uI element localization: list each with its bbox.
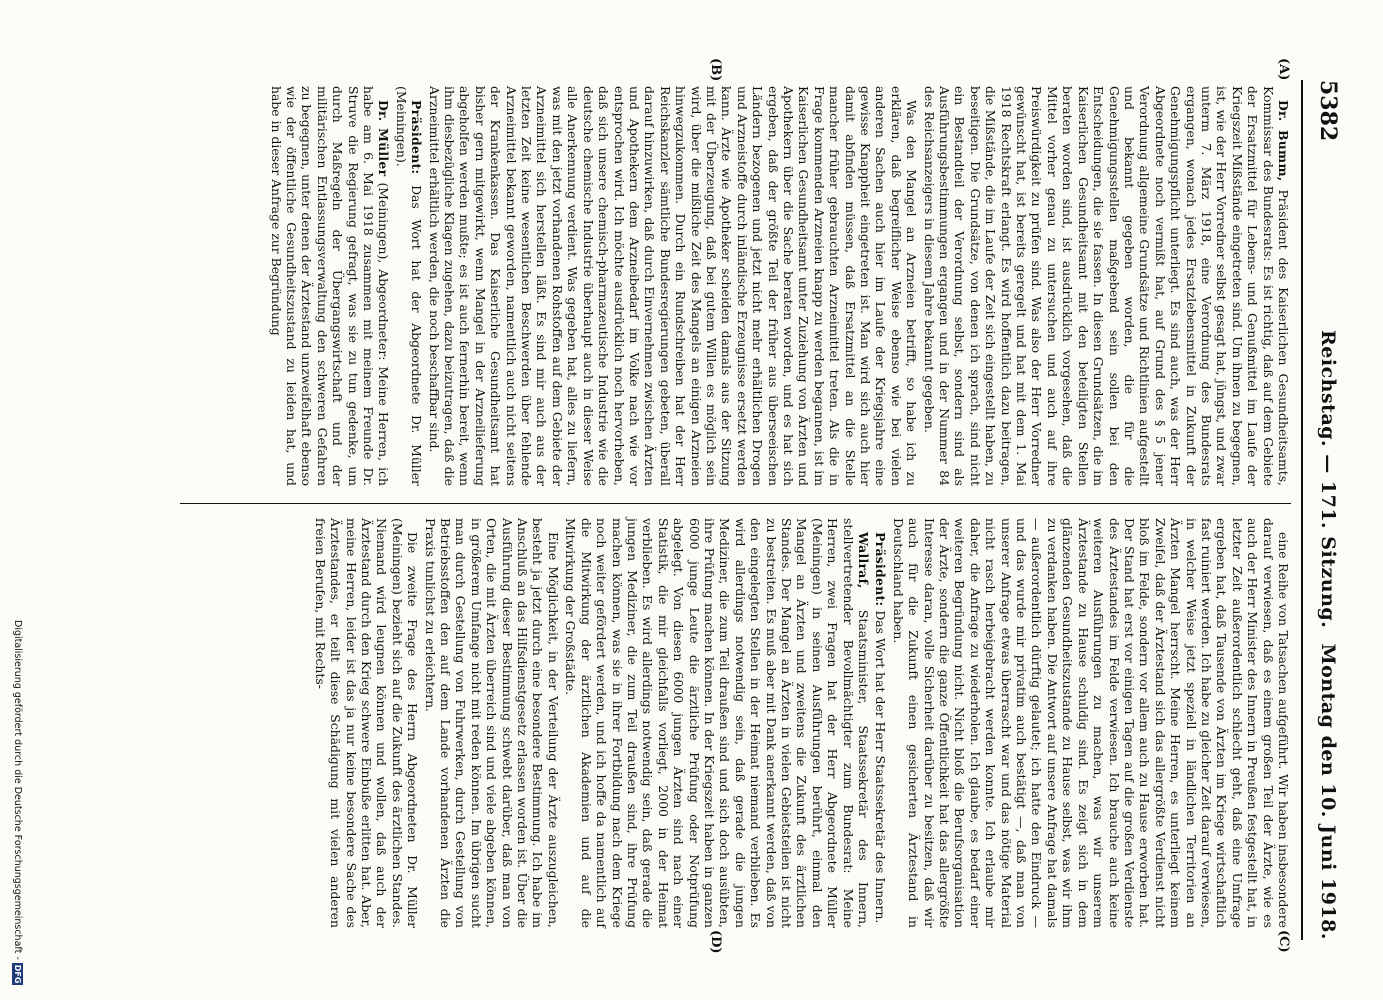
running-header xyxy=(1307,80,1347,940)
paragraph-text: Die zweite Frage des Herrn Abgeordneten Dr. Müller (Meiningen) bezieht sich auf die Zukunft des ärztlichen Standes. Niemand wird leugnen können und wollen, daß auch der Ärztestand durch den Krieg schwere Einbuße erlitten hat. Aber, meine Herren, leider ist das ja nur keine besondere Sache des Ärztestandes, er teilt diese Schädigung mit vielen anderen freien Berufen, mit Rechts- xyxy=(312,518,421,928)
speaker-name: Dr. Bumm, xyxy=(1276,100,1291,182)
header-title: Reichstag. — 171. Sitzung. xyxy=(1317,330,1339,629)
paragraph xyxy=(563,518,871,928)
paragraph xyxy=(873,518,888,928)
paragraph xyxy=(890,518,1291,928)
paragraph-text: Das Wort hat der Abgeordnete Dr. Müller (Meiningen). xyxy=(393,86,425,486)
left-column xyxy=(266,86,1291,486)
speaker-name: Wallraf, xyxy=(856,532,872,589)
paragraph-text: Das Wort hat der Herr Staatssekretär des Innern. xyxy=(873,606,889,924)
header-date: Montag den 10. Juni 1918. xyxy=(1317,643,1339,940)
margin-marker-a: (A) xyxy=(1276,58,1291,81)
column-divider xyxy=(180,503,1291,504)
dfg-logo: DFG xyxy=(13,964,22,984)
credit-text: Digitalisierung gefördert durch die Deutsche Forschungsgemeinschaft - xyxy=(12,620,23,960)
margin-marker-b: (B) xyxy=(708,58,723,82)
header-rule xyxy=(1301,80,1303,940)
speaker-name: Dr. Müller xyxy=(376,100,392,177)
paragraph xyxy=(268,86,391,486)
paragraph xyxy=(426,86,919,486)
speaker-name: Präsident: xyxy=(409,100,425,175)
paragraph-text: Was den Mangel an Arzneien betrifft, so habe ich zu erklären, daß begreiflicher Weise ebenso wie bei vielen anderen Sachen auch hier im Laufe der Kriegsjahre eine gewisse Knappheit eingetreten ist. Man wird sich auch hier damit abfinden müssen, daß Ersatzmittel an die Stelle mancher früher gebrauchten Arzneimittel treten. Als die in Frage kommenden Arzneien knapp zu werden begannen, ist im Kaiserlichen Gesundheitsamt unter Zuziehung von Ärzten und Apothekern über die Sache beraten worden, und es hat sich ergeben, daß der größte Teil der früher aus überseeischen Ländern bezogenen und jetzt nicht mehr erhältlichen Drogen und Arzneistoffe durch inländische Erzeugnisse ersetzt werden kann. Ärzte wie Apotheker scheiden damals aus der Sitzung mit der Überzeugung, daß bei gutem Willen es möglich sein wird, über die mißliche Zeit des Mangels an einigen Arzneien hinwegzukommen. Durch ein Rundschreiben hat der Herr Reichskanzler sämtliche Bundesregierungen gebeten, überall darauf hinzuwirken, daß durch Einvernehmen zwischen Ärzten und Apothekern dem Arzneibedarf im Volke nach wie vor entsprochen wird. Ich möchte ausdrücklich noch hervorheben, daß sich unsere chemisch-pharmazeutische Industrie wie die deutsche chemische Industrie überhaupt auch in dieser Weise alle Anerkennung verdient. Was gegeben hat, alles zu liefern, was mit den jetzt vorhandenen Rohstoffen auf dem Gebiete der Arzneimittel sich herstellen läßt. Es sind mir auch aus der letzten Zeit keine wesentlichen Beschwerden über fehlende Arzneimittel bekannt geworden, namentlich auch nicht seitens der Krankenkassen. Das Kaiserliche Gesundheitsamt hat bisher gern mitgewirkt, wenn Mangel in der Arzneilieferung abgeholfen werden mußte; es ist auch fernerhin bereit, wenn ihm diesbezügliche Klagen zugehen, dazu beizutragen, daß die Arzneimittel erhältlich werden, die noch beschaffbar sind. xyxy=(426,86,920,486)
page-number: 5382 xyxy=(1315,80,1341,142)
paragraph xyxy=(422,518,561,928)
paragraph-text: Präsident des Kaiserlichen Gesundheitsamts, Kommissar des Bundesrats: Es ist richtig, daß auf dem Gebiete der Ersatzmittel für Lebens- und Genußmittel im Laufe der Kriegszeit Mißstände eingetreten sind. Um ihnen zu begegnen, ist, wie der Herr Vorredner selbst gesagt hat, jüngst, und zwar unterm 7. März 1918, eine Verordnung des Bundesrats ergangen, wonach jedes Ersatzlebensmittel in Zukunft der Genehmigungspflicht unterliegt. Es sind auch, was der Herr Abgeordnete noch vermißt hat, auf Grund des § 5 jener Verordnung allgemeine Grundsätze und Richtlinien aufgestellt und bekannt gegeben worden, die für die Genehmigungsstellen maßgebend sein sollen bei den Entscheidungen, die sie fassen. In diesen Grundsätzen, die im Kaiserlichen Gesundheitsamt mit den beteiligten Stellen beraten worden sind, ist ausdrücklich vorgesehen, daß die Mittel vorher genau zu untersuchen und auch auf ihre Preiswürdigkeit zu prüfen sind. Was also der Herr Vorredner gewünscht hat, ist bereits geregelt und hat mit dem 1. Mai 1918 Rechtskraft erlangt. Es wird hoffentlich dazu beitragen, die Mißstände, die im Laufe der Zeit sich eingestellt haben, zu beseitigen. Die Grundsätze, von denen ich sprach, sind nicht ein Bestandteil der Verordnung selbst, sondern sind als Ausführungsbestimmungen ergangen und in der Nummer 84 des Reichsanzeigers in diesem Jahre bekannt gegeben. xyxy=(921,86,1291,486)
margin-marker-d: (D) xyxy=(708,930,723,954)
paragraph xyxy=(312,518,420,928)
margin-marker-c: (C) xyxy=(1276,930,1291,953)
paragraph-text: (Meiningen), Abgeordneter: Meine Herren, ich habe am 6. Mai 1918 zusammen mit meinem Freunde Dr. Struve die Regierung gefragt, was sie zu tun gedenke, um durch Maßregeln der Übergangswirtschaft und der militärischen Entlassungsverwaltung den schweren Gefahren zu begegnen, unter denen der Ärztestand unzweifelhaft ebenso wie der öffentliche Gesundheitszustand zu leiden hat, und habe in dieser Anfrage zur Begründung xyxy=(268,86,392,487)
paragraph xyxy=(393,86,424,486)
digitization-credit xyxy=(12,620,23,1000)
paragraph xyxy=(921,86,1291,486)
speaker-name: Präsident: xyxy=(873,532,889,607)
right-column xyxy=(310,518,1291,928)
paragraph-text: Eine Möglichkeit, in der Verteilung der Ärzte auszugleichen, besteht ja jetzt durch eine besondere Bestimmung. Ich habe im Anschluß an das Hilfsdienstgesetz erlassen worden ist. Über die Ausführung dieser Bestimmung schwebt darüber, daß man von Orten, die mit Ärzten überreich sind und viele abgeben können, in größerem Umfange nicht mit reden können. Im übrigen sucht man durch Gestellung von Fuhrwerken, durch Gestellung von Betriebsstoffen den auf dem Lande vorhandenen Ärzten die Praxis tunlichst zu erleichtern. xyxy=(422,518,561,928)
paragraph-text: eine Reihe von Tatsachen aufgeführt. Wir haben insbesondere darauf verwiesen, daß es einem großen Teil der Ärzte, wie es auch der Herr Minister des Innern in Preußen festgestellt hat, in letzter Zeit außerordentlich schlecht geht, daß eine Umfrage ergeben hat, daß Tausende von Ärzten im Kriege wirtschaftlich fast ruiniert werden. Ich habe zu gleicher Zeit darauf verwiesen, in welcher Weise jetzt speziell in ländlichen Territorien an Ärzten Mangel herrscht. Meine Herren, es unterliegt keinem Zweifel, daß der Ärztestand sich das allergrößte Verdienst nicht bloß im Felde, sondern vor allem auch zu Hause erworben hat. Der Stand hat erst vor einigen Tagen auf die großen Verdienste des Ärztestandes im Felde verwiesen. Ich brauche auch keine weiteren Ausführungen zu machen, was wir unserem Ärztestande zu Hause schuldig sind. Es zeigt sich in dem glänzenden Gesundheitszustande zu Hause selbst, was wir ihm zu verdanken haben. Die Antwort auf unsere Anfrage hat damals — außerordentlich dürftig gelautet; ich hatte den Eindruck — und das wurde mir privatim auch bestätigt —, daß man von unserer Anfrage etwas überrascht war und das nötige Material nicht rasch herbeigebracht werden konnte. Ich erlaube mir daher, die Anfrage zu wiederholen. Ich glaube, es bedarf einer weiteren Begründung nicht. Nicht bloß die Berufsorganisation der Ärzte, sondern die ganze Öffentlichkeit hat das allergrößte Interesse daran, volle Sicherheit darüber zu besitzen, daß wir auch für die Zukunft einen gesicherten Ärztestand in Deutschland haben. xyxy=(890,518,1291,928)
paragraph-text: Staatsminister, Staatssekretär des Innern, stellvertretender Bevollmächtigter zum Bundesrat: Meine Herren, zwei Fragen hat der Herr Abgeordnete Müller (Meiningen) in seinen Ausführungen berührt, einmal den Mangel an Ärzten und zweitens die Zukunft des ärztlichen Standes. Der Mangel an Ärzten in vielen Gebietsteilen ist nicht zu bestreiten. Es muß aber mit Dank anerkannt werden, daß von den eingelegten Stellen in der Heimat niemand verblieben. Es wird allerdings notwendig sein, daß gerade die jungen Mediziner, die zum Teil draußen sind und sich doch ausübten, ihre Prüfung machen können. In der Kriegszeit haben in ganzen 6000 junge Leute die ärztliche Prüfung oder Notprüfung abgelegt. Von diesen 6000 jungen Ärzten sind nach einer Statistik, die mir gleichfalls vorliegt, 2000 in der Heimat verblieben. Es wird allerdings notwendig sein, daß gerade die jungen Mediziner, die zum Teil draußen sind, ihre Prüfung machen können, was sie in ihrer Fortbildung nach dem Kriege noch weiter gefördert werden, und ich hoffe da namentlich auf die Mitwirkung der ärztlichen Akademien und auf die Mitwirkung der Großstädte. xyxy=(563,518,872,928)
